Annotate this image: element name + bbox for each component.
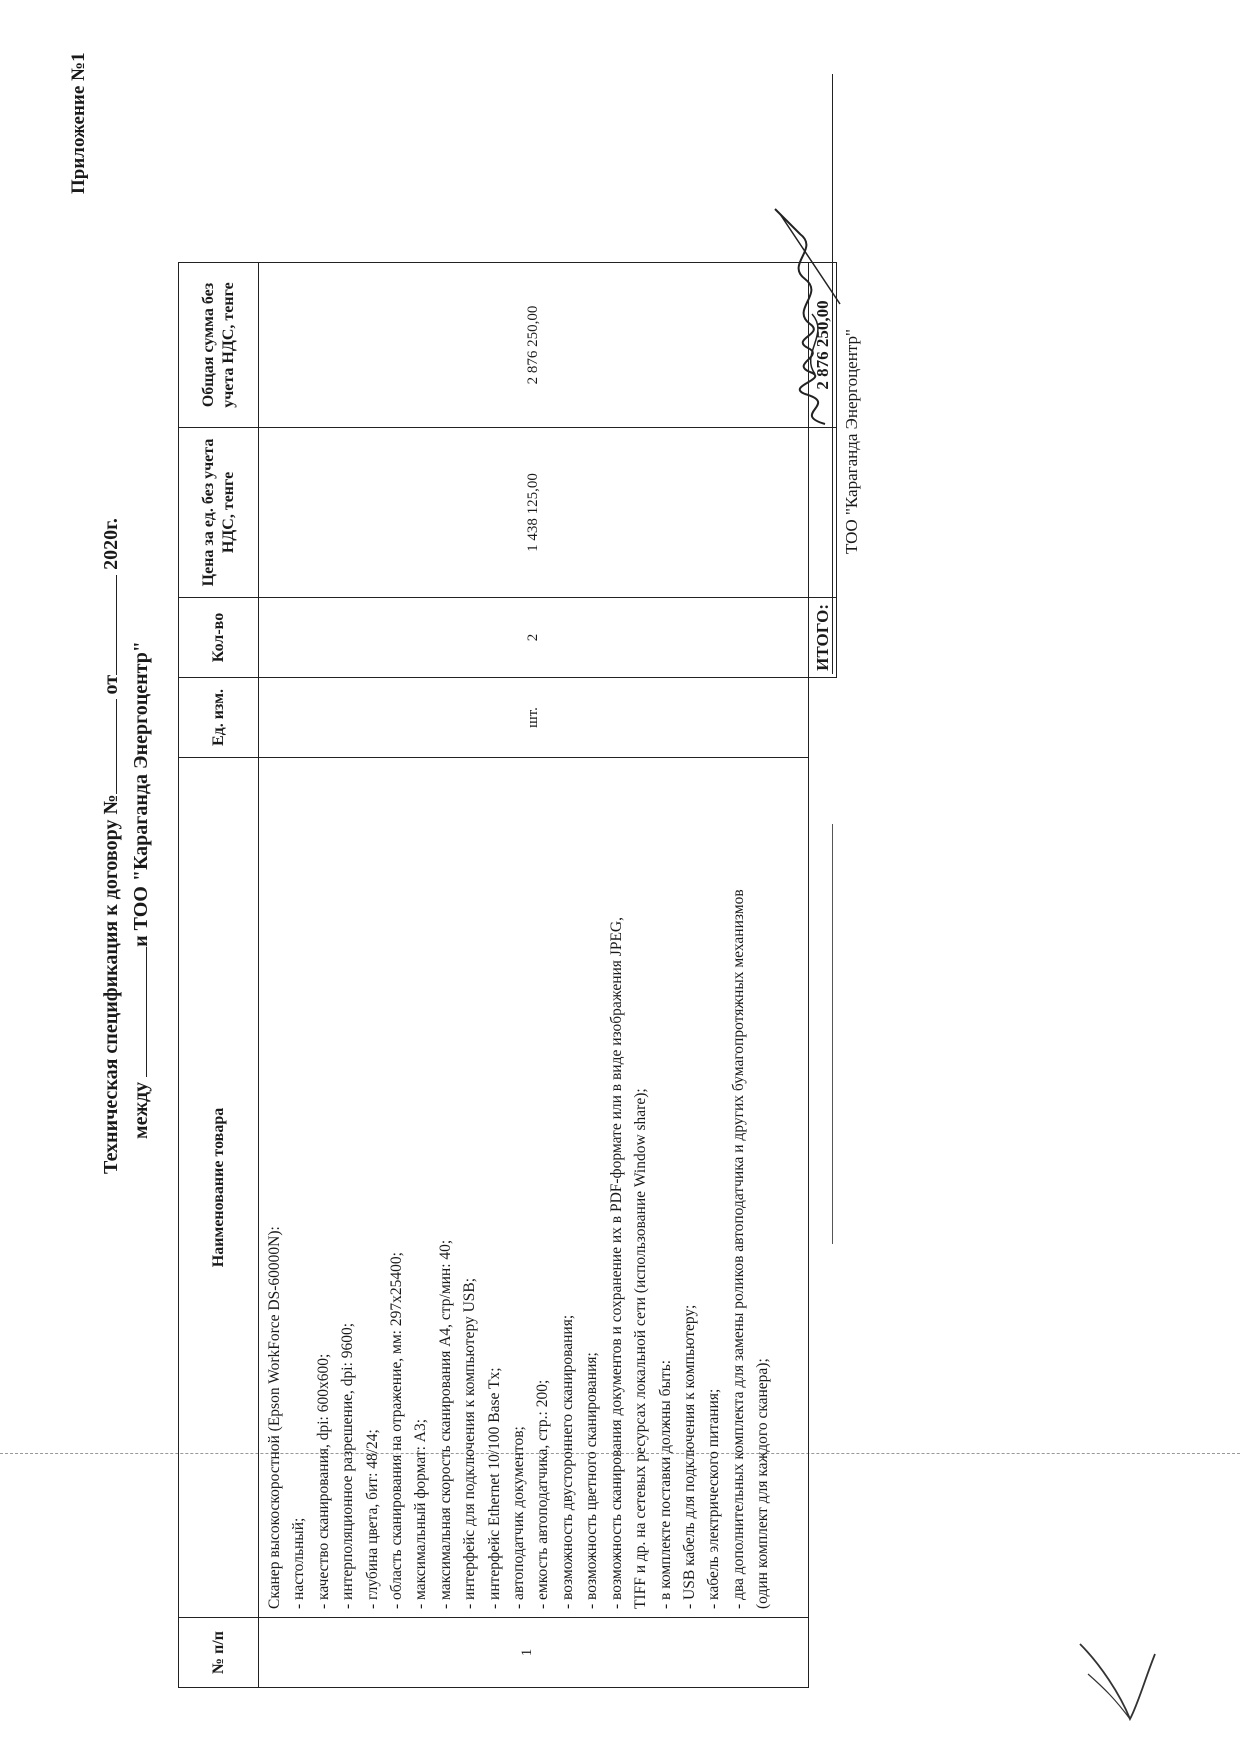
- item-qty: 2: [259, 598, 809, 678]
- header-price: Цена за ед. без учета НДС, тенге: [179, 428, 259, 598]
- desc-line: - интерполяционное разрешение, dpi: 9600;: [339, 1322, 357, 1609]
- row-number: 1: [259, 1618, 809, 1688]
- title-prefix: Техническая спецификация к договору №: [100, 794, 122, 1174]
- signature-block: [770, 4, 920, 704]
- desc-line: - максимальная скорость сканирования A4, стр/мин: 40;: [436, 1239, 454, 1609]
- item-price: 1 438 125,00: [259, 428, 809, 598]
- total-label: ИТОГО:: [809, 598, 837, 678]
- desc-line: - глубина цвета, бит: 48/24;: [363, 1429, 381, 1609]
- appendix-label: Приложение №1: [68, 52, 89, 194]
- table-row: [259, 263, 809, 1688]
- desc-line: - возможность цветного сканирования;: [583, 1352, 601, 1609]
- pen-check-mark-icon: [1060, 1634, 1160, 1734]
- handwritten-signature-icon: [770, 204, 850, 434]
- total-value: 2 876 250,00: [809, 263, 837, 428]
- specification-table: [178, 262, 837, 1688]
- title-between: между: [130, 1081, 152, 1139]
- desc-line: - область сканирования на отражение, мм: 297x25400;: [388, 1252, 406, 1609]
- title-year: 2020г.: [100, 518, 122, 570]
- desc-line: - два дополнительных комплекта для замены роликов автоподатчика и других бумагопротяжных механизмов: [729, 889, 747, 1609]
- desc-line: - USB кабель для подключения к компьютеру;: [680, 1304, 698, 1609]
- header-name: Наименование товара: [179, 758, 259, 1618]
- desc-line: - настольный;: [290, 1517, 308, 1609]
- header-no: № п/п: [179, 1618, 259, 1688]
- desc-line: Сканер высокоскоростной (Epson WorkForce DS-60000N):: [266, 1226, 283, 1609]
- left-signature-line: [832, 824, 833, 1244]
- signature-line: [832, 74, 833, 674]
- contract-number-blank: [98, 699, 117, 794]
- desc-line: - автоподатчик документов;: [510, 1426, 528, 1609]
- item-description: [259, 758, 809, 1618]
- contract-date-blank: [98, 575, 117, 675]
- title-from: от: [100, 674, 122, 695]
- item-total: 2 876 250,00: [259, 263, 809, 428]
- desc-line: - интерфейс для подключения к компьютеру USB;: [461, 1277, 479, 1609]
- desc-line: - в комплекте поставки должны быть:: [656, 1359, 674, 1609]
- desc-line: - интерфейс Ethernet 10/100 Base Tx;: [485, 1367, 503, 1609]
- table-header-row: [179, 263, 259, 1688]
- desc-line: (один комплект для каждого сканера);: [754, 1358, 772, 1609]
- title-party: и ТОО "Карагандa Энергоцентр": [130, 641, 152, 947]
- item-unit: шт.: [259, 678, 809, 758]
- title-line-2: [128, 94, 153, 1594]
- header-total: Общая сумма без учета НДС, тенге: [179, 263, 259, 428]
- desc-line: - максимальный формат: A3;: [412, 1418, 430, 1609]
- title-line-1: [98, 94, 123, 1594]
- desc-line: TIFF и др. на сетевых ресурсах локальной сети (использование Window share);: [632, 1088, 650, 1609]
- total-spacer: [809, 1618, 837, 1688]
- counterparty-blank: [128, 947, 147, 1077]
- desc-line: - возможность сканирования документов и сохранение их в PDF-формате или в виде изображения JPEG,: [607, 917, 625, 1609]
- desc-line: - кабель электрического питания;: [705, 1388, 723, 1609]
- desc-line: - возможность двустороннего сканирования;: [558, 1314, 576, 1609]
- header-qty: Кол-во: [179, 598, 259, 678]
- header-unit: Ед. изм.: [179, 678, 259, 758]
- signature-caption: ТОО "Караганда Энергоцентр": [842, 329, 861, 554]
- desc-line: - качество сканирования, dpi: 600x600;: [314, 1353, 332, 1609]
- desc-line: - емкость автоподатчика, стр.: 200;: [534, 1379, 552, 1609]
